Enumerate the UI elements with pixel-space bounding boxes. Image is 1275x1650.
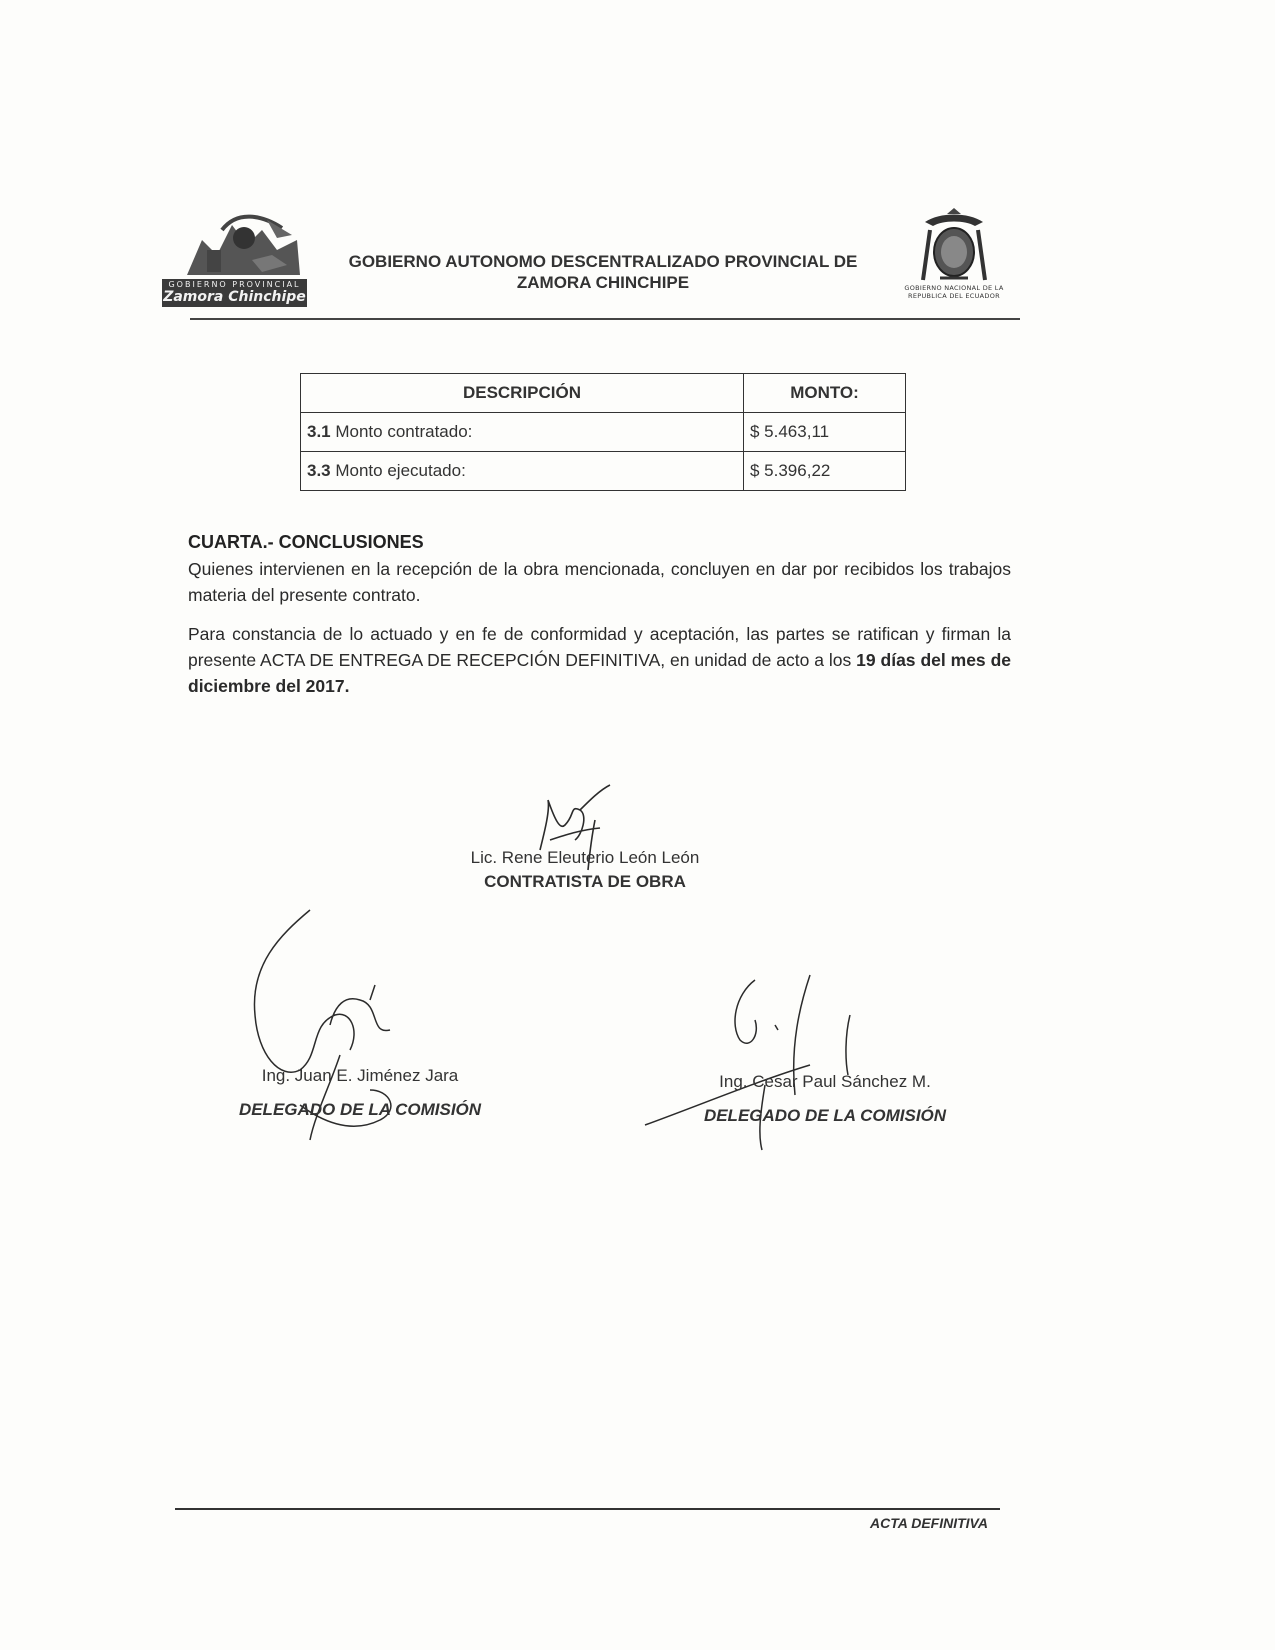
coat-of-arms: [895, 208, 1015, 304]
paragraph-day: 19 días: [856, 650, 916, 670]
provincial-logo-art-icon: [182, 210, 302, 280]
contractor-signature-block: [420, 848, 750, 892]
paragraph-constancia: [188, 621, 1011, 699]
delegate2-role: DELEGADO DE LA COMISIÓN: [703, 1106, 947, 1125]
paragraph-conclusion: Quienes intervienen en la recepción de la obra mencionada, concluyen en dar por recibidos los trabajos materia del presente contrato.: [188, 559, 1011, 605]
contractor-role: CONTRATISTA DE OBRA: [484, 872, 686, 891]
coat-of-arms-icon: [895, 208, 1013, 284]
contractor-name: Lic. Rene Eleuterio León León: [470, 848, 700, 867]
table-row: [301, 452, 906, 491]
logo-line1: GOBIERNO PROVINCIAL: [168, 280, 301, 289]
row-amount: $ 5.463,11: [744, 413, 906, 452]
paragraph-date: del mes de diciembre del 2017.: [188, 650, 1011, 696]
header-title-line2: ZAMORA CHINCHIPE: [516, 273, 690, 292]
row-label: Monto contratado:: [330, 422, 473, 441]
table-header-row: [301, 374, 906, 413]
header-description: DESCRIPCIÓN: [301, 374, 744, 413]
header-title: [318, 251, 888, 293]
footer-divider: [175, 1508, 1000, 1510]
coat-caption-line1: GOBIERNO NACIONAL DE LA: [904, 284, 1004, 292]
delegate2-signature-block: [680, 1072, 970, 1126]
logo-line2: Zamora Chinchipe: [163, 289, 306, 305]
row-description: [301, 452, 744, 491]
header-divider: [190, 318, 1020, 320]
section-heading: CUARTA.- CONCLUSIONES: [188, 532, 424, 552]
coat-caption-line2: REPUBLICA DEL ECUADOR: [908, 292, 1000, 300]
delegate1-role: DELEGADO DE LA COMISIÓN: [238, 1100, 482, 1119]
delegate2-signature-icon: [640, 965, 900, 1155]
amounts-table: [300, 373, 906, 491]
delegate2-name: Ing. Cesar Paul Sánchez M.: [719, 1072, 931, 1091]
row-number: 3.3: [307, 461, 331, 480]
provincial-logo: [162, 210, 307, 310]
header-title-line1: GOBIERNO AUTONOMO DESCENTRALIZADO PROVINCIAL DE: [348, 252, 858, 271]
delegate1-signature-block: [215, 1066, 505, 1120]
coat-caption: [895, 284, 1013, 300]
table-row: [301, 413, 906, 452]
row-label: Monto ejecutado:: [330, 461, 466, 480]
row-number: 3.1: [307, 422, 331, 441]
paragraph-main-text: Para constancia de lo actuado y en fe de conformidad y aceptación, las partes se ratifican y firman la presente ACTA DE ENTREGA DE RECEPCIÓN DEFINITIVA, en unidad de acto a los: [188, 624, 1011, 670]
provincial-logo-band: [162, 279, 307, 307]
header-amount: MONTO:: [744, 374, 906, 413]
delegate1-name: Ing. Juan E. Jiménez Jara: [261, 1066, 459, 1085]
footer-label: ACTA DEFINITIVA: [870, 1515, 988, 1531]
row-description: [301, 413, 744, 452]
row-amount: $ 5.396,22: [744, 452, 906, 491]
